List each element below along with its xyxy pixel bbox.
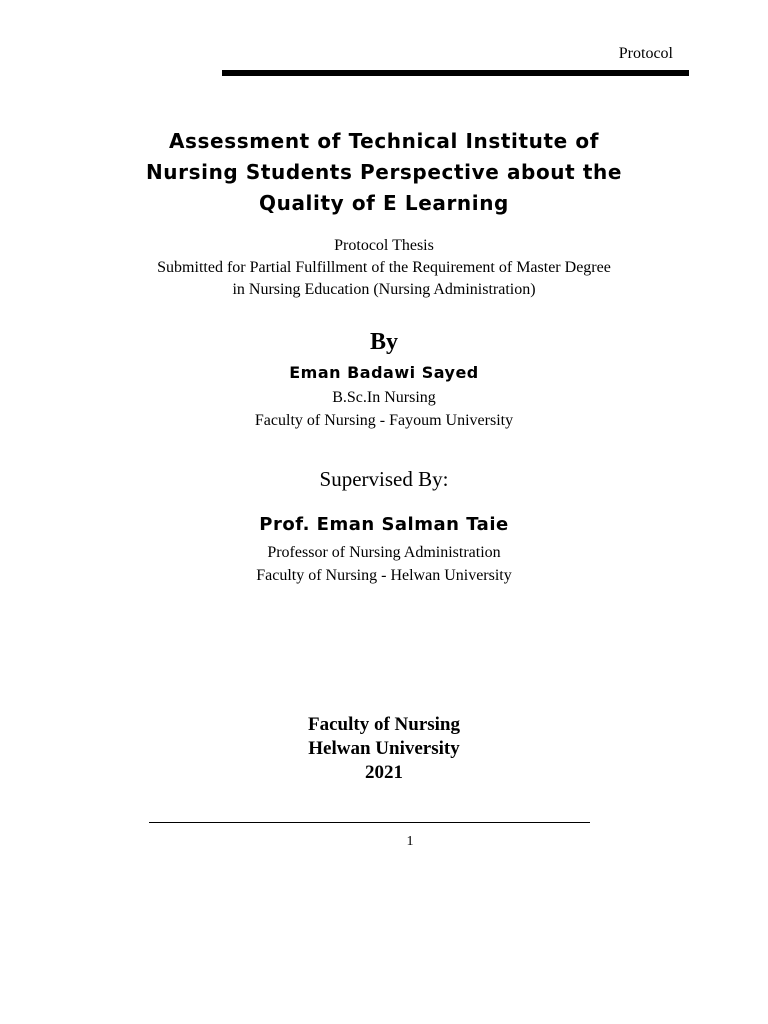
page-number: 1 [406, 834, 414, 849]
title-line-1: Assessment of Technical Institute of [168, 129, 600, 153]
footer-year: 2021 [365, 762, 403, 783]
supervisor-affiliation: Faculty of Nursing - Helwan University [256, 567, 512, 584]
footer-university: Helwan University [308, 738, 460, 759]
supervisor-title: Professor of Nursing Administration [267, 544, 501, 561]
header-rule [222, 70, 689, 76]
footer-rule [149, 822, 590, 823]
author-name: Eman Badawi Sayed [289, 363, 479, 382]
by-label: By [369, 329, 398, 355]
supervisor-name: Prof. Eman Salman Taie [259, 514, 509, 535]
supervised-by-label: Supervised By: [319, 467, 449, 491]
supervisor-info [0, 541, 768, 587]
protocol-field: in Nursing Education (Nursing Administration) [232, 281, 536, 298]
protocol-block [0, 235, 768, 301]
header-label: Protocol [618, 45, 673, 62]
author-affiliation: Faculty of Nursing - Fayoum University [254, 412, 514, 429]
author-info [0, 386, 768, 432]
footer-faculty: Faculty of Nursing [308, 714, 460, 735]
title-line-3: Quality of E Learning [259, 191, 509, 215]
footer-institution [0, 713, 768, 785]
author-degree: B.Sc.In Nursing [332, 389, 436, 406]
thesis-title [0, 126, 768, 219]
protocol-submitted: Submitted for Partial Fulfillment of the Requirement of Master Degree [157, 259, 611, 276]
protocol-type: Protocol Thesis [334, 237, 434, 254]
title-line-2: Nursing Students Perspective about the [145, 160, 623, 184]
